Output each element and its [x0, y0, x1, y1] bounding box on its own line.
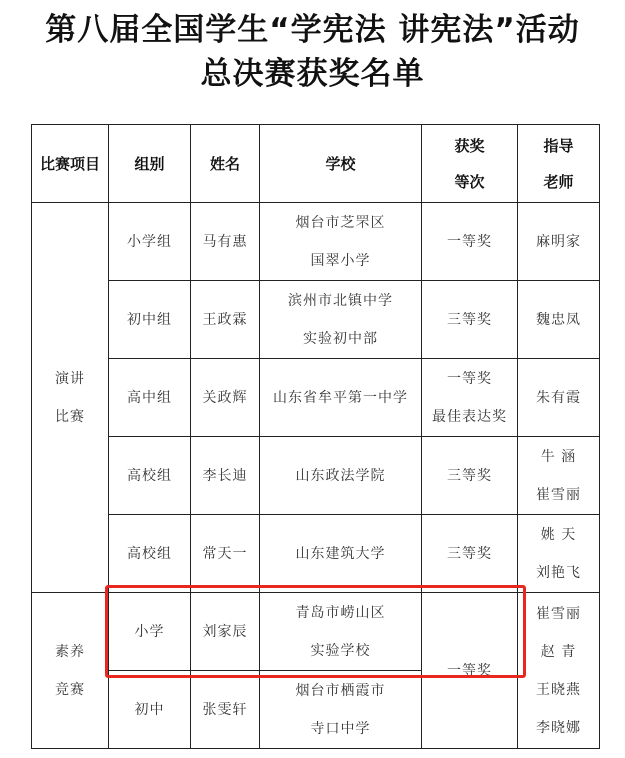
award-cell: 一等奖 [422, 203, 518, 281]
category-line1: 素养 [55, 643, 85, 660]
group-cell: 高中组 [109, 359, 191, 437]
school-line1: 烟台市栖霞市 [295, 682, 386, 699]
awards-table [31, 124, 600, 749]
header-teacher-line1: 指导 [543, 136, 574, 155]
teacher-line2: 刘艳飞 [536, 564, 581, 581]
award-line1: 一等奖 [447, 370, 492, 387]
teacher-cell [518, 515, 600, 593]
table-row [32, 203, 600, 281]
table-row [32, 593, 600, 671]
award-line2: 最佳表达奖 [432, 408, 507, 425]
student-name-cell: 李长迪 [191, 437, 260, 515]
school-line1: 滨州市北镇中学 [288, 292, 393, 309]
school-line2: 实验学校 [310, 642, 371, 659]
group-cell: 小学组 [109, 203, 191, 281]
student-name-cell: 关政辉 [191, 359, 260, 437]
teacher-cell [518, 437, 600, 515]
table-row [32, 359, 600, 437]
school-cell: 山东政法学院 [260, 437, 422, 515]
teacher-cell: 魏忠凤 [518, 281, 600, 359]
teacher-cell [518, 593, 600, 749]
header-school: 学校 [260, 125, 422, 203]
category-speech [32, 203, 109, 593]
category-line1: 演讲 [55, 370, 85, 387]
teacher-line1: 崔雪丽 [536, 605, 581, 622]
document-title-line2: 总决赛获奖名单 [200, 56, 425, 92]
header-row [32, 125, 600, 203]
table-row [32, 515, 600, 593]
group-cell: 初中 [109, 671, 191, 749]
header-teacher [518, 125, 600, 203]
school-cell [260, 593, 422, 671]
school-line2: 国翠小学 [310, 252, 371, 269]
table-row [32, 437, 600, 515]
student-name-cell: 常天一 [191, 515, 260, 593]
teacher-line1: 牛 涵 [540, 448, 577, 465]
student-name-cell: 刘家辰 [191, 593, 260, 671]
student-name-cell: 王政霖 [191, 281, 260, 359]
header-event: 比赛项目 [32, 125, 109, 203]
category-competition [32, 593, 109, 749]
teacher-line2: 崔雪丽 [536, 486, 581, 503]
header-teacher-line2: 老师 [543, 172, 574, 191]
group-cell: 初中组 [109, 281, 191, 359]
school-cell [260, 671, 422, 749]
teacher-line1: 姚 天 [540, 526, 577, 543]
category-line2: 竞赛 [55, 681, 85, 698]
school-line2: 实验初中部 [303, 330, 378, 347]
school-cell: 山东建筑大学 [260, 515, 422, 593]
header-award [422, 125, 518, 203]
teacher-line2: 赵 青 [540, 643, 577, 660]
school-cell: 山东省牟平第一中学 [260, 359, 422, 437]
student-name-cell: 马有惠 [191, 203, 260, 281]
group-cell: 高校组 [109, 437, 191, 515]
group-cell: 高校组 [109, 515, 191, 593]
group-cell: 小学 [109, 593, 191, 671]
award-cell: 一等奖 [422, 593, 518, 749]
document-title-line1: 第八届全国学生“学宪法 讲宪法”活动 [45, 12, 580, 48]
award-cell [422, 359, 518, 437]
teacher-line4: 李晓娜 [536, 719, 581, 736]
school-cell [260, 281, 422, 359]
award-cell: 三等奖 [422, 437, 518, 515]
header-award-line2: 等次 [454, 172, 485, 191]
teacher-cell: 麻明家 [518, 203, 600, 281]
school-line1: 青岛市崂山区 [295, 604, 386, 621]
teacher-line3: 王晓燕 [536, 681, 581, 698]
teacher-cell: 朱有霞 [518, 359, 600, 437]
header-name: 姓名 [191, 125, 260, 203]
school-line1: 烟台市芝罘区 [295, 214, 386, 231]
category-line2: 比赛 [55, 408, 85, 425]
student-name-cell: 张雯轩 [191, 671, 260, 749]
award-cell: 三等奖 [422, 281, 518, 359]
school-line2: 寺口中学 [310, 720, 371, 737]
header-award-line1: 获奖 [454, 136, 485, 155]
header-group: 组别 [109, 125, 191, 203]
table-row [32, 281, 600, 359]
school-cell [260, 203, 422, 281]
award-cell: 三等奖 [422, 515, 518, 593]
